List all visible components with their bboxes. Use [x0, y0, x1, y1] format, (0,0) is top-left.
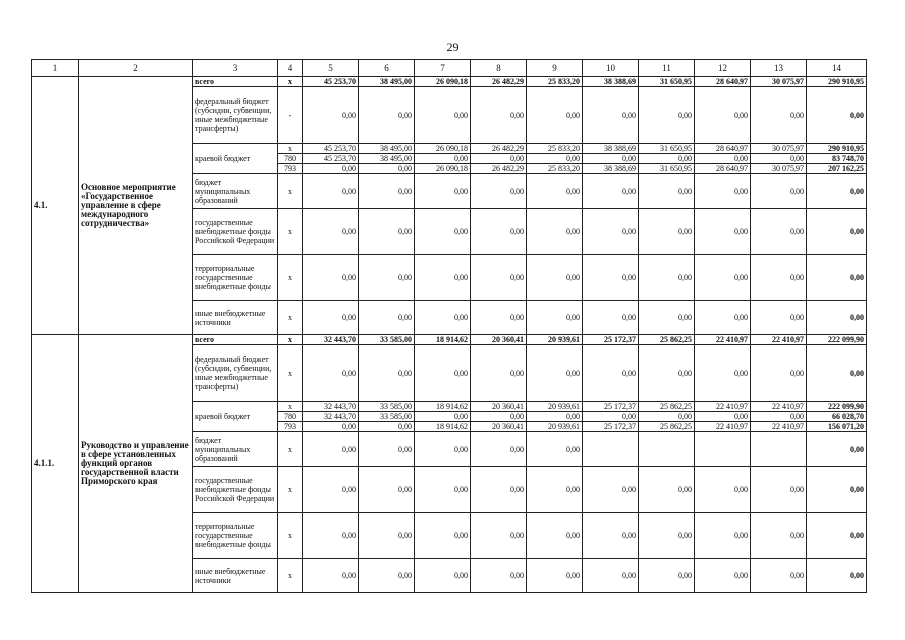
budget-code: х — [278, 513, 303, 559]
value-cell: 25 833,20 — [527, 77, 583, 87]
value-cell: 26 090,18 — [415, 164, 471, 174]
value-cell — [639, 432, 695, 467]
value-cell: 0,00 — [583, 467, 639, 513]
funding-source: всего — [193, 77, 278, 87]
funding-source: федеральный бюджет (субсидии, субвенции, иные межбюджетные трансферты) — [193, 87, 278, 144]
value-cell: 0,00 — [303, 422, 359, 432]
value-cell: 0,00 — [471, 154, 527, 164]
column-header: 13 — [751, 60, 807, 77]
value-cell: 18 914,62 — [415, 335, 471, 345]
value-cell: 0,00 — [583, 301, 639, 335]
value-cell: 0,00 — [751, 154, 807, 164]
value-cell: 0,00 — [303, 345, 359, 402]
column-header: 5 — [303, 60, 359, 77]
value-cell: 0,00 — [471, 255, 527, 301]
value-cell: 0,00 — [695, 345, 751, 402]
funding-source: государственные внебюджетные фонды Российской Федерации — [193, 467, 278, 513]
value-cell: 20 360,41 — [471, 335, 527, 345]
value-cell: 0,00 — [695, 174, 751, 209]
value-cell: 33 585,00 — [359, 335, 415, 345]
value-cell: 25 862,25 — [639, 335, 695, 345]
value-cell: 0,00 — [471, 87, 527, 144]
value-cell: 0,00 — [695, 513, 751, 559]
total-cell: 0,00 — [807, 559, 867, 593]
value-cell: 0,00 — [415, 467, 471, 513]
value-cell: 31 650,95 — [639, 77, 695, 87]
value-cell: 25 862,25 — [639, 422, 695, 432]
budget-table — [31, 59, 867, 593]
value-cell: 0,00 — [359, 432, 415, 467]
value-cell: 0,00 — [695, 154, 751, 164]
value-cell: 28 640,97 — [695, 144, 751, 154]
value-cell: 0,00 — [471, 301, 527, 335]
value-cell: 20 939,61 — [527, 402, 583, 412]
value-cell: 33 585,00 — [359, 412, 415, 422]
budget-code: х — [278, 335, 303, 345]
value-cell: 0,00 — [639, 345, 695, 402]
total-cell: 0,00 — [807, 209, 867, 255]
value-cell: 0,00 — [359, 301, 415, 335]
budget-code: х — [278, 174, 303, 209]
value-cell: 0,00 — [583, 345, 639, 402]
value-cell: 30 075,97 — [751, 77, 807, 87]
value-cell: 0,00 — [695, 209, 751, 255]
value-cell: 0,00 — [751, 559, 807, 593]
value-cell: 0,00 — [471, 432, 527, 467]
value-cell: 33 585,00 — [359, 402, 415, 412]
value-cell: 0,00 — [303, 467, 359, 513]
value-cell: 0,00 — [471, 174, 527, 209]
value-cell: 0,00 — [639, 559, 695, 593]
value-cell: 0,00 — [303, 164, 359, 174]
budget-code: 780 — [278, 154, 303, 164]
value-cell: 20 360,41 — [471, 402, 527, 412]
value-cell: 0,00 — [527, 87, 583, 144]
value-cell: 0,00 — [415, 559, 471, 593]
value-cell: 26 482,29 — [471, 164, 527, 174]
value-cell: 0,00 — [359, 255, 415, 301]
value-cell: 0,00 — [415, 412, 471, 422]
value-cell: 26 090,18 — [415, 144, 471, 154]
funding-source: всего — [193, 335, 278, 345]
section-title: Основное мероприятие «Государственное управление в сфере международного сотрудничества» — [79, 77, 193, 335]
budget-code: х — [278, 255, 303, 301]
value-cell: 25 172,37 — [583, 402, 639, 412]
value-cell: 45 253,70 — [303, 144, 359, 154]
value-cell: 32 443,70 — [303, 412, 359, 422]
value-cell: 0,00 — [359, 164, 415, 174]
value-cell: 32 443,70 — [303, 335, 359, 345]
value-cell: 25 833,20 — [527, 144, 583, 154]
column-header: 7 — [415, 60, 471, 77]
value-cell: 0,00 — [695, 87, 751, 144]
value-cell: 38 495,00 — [359, 77, 415, 87]
value-cell: 0,00 — [751, 209, 807, 255]
budget-code: х — [278, 301, 303, 335]
section-title: Руководство и управление в сфере установленных функций органов государственной власти Приморского края — [79, 335, 193, 593]
value-cell: 0,00 — [359, 467, 415, 513]
value-cell: 0,00 — [695, 559, 751, 593]
value-cell: 0,00 — [639, 467, 695, 513]
value-cell: 45 253,70 — [303, 154, 359, 164]
value-cell: 31 650,95 — [639, 164, 695, 174]
column-header: 9 — [527, 60, 583, 77]
funding-source: бюджет муниципальных образований — [193, 432, 278, 467]
budget-code: х — [278, 467, 303, 513]
value-cell: 0,00 — [471, 559, 527, 593]
value-cell: 0,00 — [583, 209, 639, 255]
value-cell: 0,00 — [583, 513, 639, 559]
value-cell: 0,00 — [471, 467, 527, 513]
value-cell: 25 172,37 — [583, 422, 639, 432]
value-cell: 0,00 — [303, 559, 359, 593]
value-cell: 0,00 — [415, 174, 471, 209]
funding-source: бюджет муниципальных образований — [193, 174, 278, 209]
value-cell: 0,00 — [527, 209, 583, 255]
column-header: 4 — [278, 60, 303, 77]
budget-code: 780 — [278, 412, 303, 422]
value-cell: 26 090,18 — [415, 77, 471, 87]
value-cell: 0,00 — [359, 559, 415, 593]
value-cell: 0,00 — [639, 513, 695, 559]
total-cell: 0,00 — [807, 467, 867, 513]
value-cell: 0,00 — [751, 467, 807, 513]
value-cell: 0,00 — [359, 174, 415, 209]
funding-source: краевой бюджет — [193, 402, 278, 432]
value-cell: 32 443,70 — [303, 402, 359, 412]
total-cell: 0,00 — [807, 432, 867, 467]
value-cell: 0,00 — [639, 301, 695, 335]
value-cell: 28 640,97 — [695, 164, 751, 174]
value-cell: 25 833,20 — [527, 164, 583, 174]
value-cell: 30 075,97 — [751, 164, 807, 174]
budget-code: х — [278, 559, 303, 593]
header-row — [32, 60, 867, 77]
value-cell: 0,00 — [415, 209, 471, 255]
budget-code: 793 — [278, 164, 303, 174]
section-id: 4.1.1. — [32, 335, 79, 593]
value-cell: 0,00 — [471, 209, 527, 255]
value-cell: 38 388,69 — [583, 77, 639, 87]
value-cell: 0,00 — [303, 209, 359, 255]
column-header: 10 — [583, 60, 639, 77]
total-cell: 0,00 — [807, 513, 867, 559]
column-header: 14 — [807, 60, 867, 77]
funding-source: федеральный бюджет (субсидии, субвенции, иные межбюджетные трансферты) — [193, 345, 278, 402]
value-cell: 22 410,97 — [751, 402, 807, 412]
value-cell: 0,00 — [527, 301, 583, 335]
budget-code: х — [278, 209, 303, 255]
funding-source: территориальные государственные внебюджетные фонды — [193, 513, 278, 559]
value-cell: 0,00 — [751, 412, 807, 422]
total-cell: 0,00 — [807, 255, 867, 301]
value-cell: 0,00 — [527, 174, 583, 209]
budget-code: х — [278, 144, 303, 154]
value-cell: 22 410,97 — [695, 422, 751, 432]
value-cell: 0,00 — [527, 154, 583, 164]
value-cell: 26 482,29 — [471, 77, 527, 87]
value-cell: 0,00 — [583, 174, 639, 209]
value-cell: 20 939,61 — [527, 422, 583, 432]
value-cell: 22 410,97 — [751, 335, 807, 345]
value-cell: 0,00 — [527, 467, 583, 513]
table-row — [32, 335, 867, 345]
value-cell: 0,00 — [527, 559, 583, 593]
value-cell: 25 862,25 — [639, 402, 695, 412]
value-cell: 0,00 — [415, 154, 471, 164]
value-cell: 45 253,70 — [303, 77, 359, 87]
column-header: 12 — [695, 60, 751, 77]
funding-source: краевой бюджет — [193, 144, 278, 174]
value-cell: 0,00 — [583, 412, 639, 422]
total-cell: 0,00 — [807, 174, 867, 209]
value-cell: 0,00 — [527, 432, 583, 467]
value-cell: 0,00 — [415, 301, 471, 335]
value-cell: 0,00 — [639, 154, 695, 164]
value-cell: 0,00 — [471, 513, 527, 559]
budget-code: х — [278, 345, 303, 402]
value-cell: 0,00 — [359, 87, 415, 144]
total-cell: 0,00 — [807, 345, 867, 402]
value-cell: 0,00 — [583, 255, 639, 301]
budget-code: - — [278, 87, 303, 144]
total-cell: 222 099,90 — [807, 335, 867, 345]
value-cell: 0,00 — [527, 412, 583, 422]
value-cell: 38 495,00 — [359, 154, 415, 164]
value-cell: 0,00 — [303, 513, 359, 559]
total-cell: 0,00 — [807, 301, 867, 335]
value-cell: 0,00 — [751, 174, 807, 209]
value-cell: 0,00 — [415, 345, 471, 402]
value-cell: 30 075,97 — [751, 144, 807, 154]
value-cell — [751, 432, 807, 467]
value-cell: 0,00 — [303, 87, 359, 144]
value-cell: 0,00 — [303, 255, 359, 301]
value-cell: 0,00 — [359, 422, 415, 432]
value-cell: 0,00 — [527, 345, 583, 402]
column-header: 1 — [32, 60, 79, 77]
value-cell: 0,00 — [695, 412, 751, 422]
total-cell: 0,00 — [807, 87, 867, 144]
value-cell: 0,00 — [695, 255, 751, 301]
value-cell: 0,00 — [751, 255, 807, 301]
value-cell: 31 650,95 — [639, 144, 695, 154]
value-cell: 0,00 — [415, 513, 471, 559]
value-cell: 38 388,69 — [583, 144, 639, 154]
total-cell: 156 071,20 — [807, 422, 867, 432]
value-cell: 0,00 — [695, 301, 751, 335]
funding-source: иные внебюджетные источники — [193, 301, 278, 335]
budget-code: 793 — [278, 422, 303, 432]
value-cell: 0,00 — [639, 87, 695, 144]
page-number: 29 — [446, 40, 459, 54]
value-cell: 0,00 — [751, 301, 807, 335]
value-cell: 0,00 — [639, 209, 695, 255]
column-header: 8 — [471, 60, 527, 77]
value-cell — [583, 432, 639, 467]
column-header: 6 — [359, 60, 415, 77]
value-cell: 38 388,69 — [583, 164, 639, 174]
total-cell: 222 099,90 — [807, 402, 867, 412]
total-cell: 83 748,70 — [807, 154, 867, 164]
value-cell: 0,00 — [415, 255, 471, 301]
value-cell: 0,00 — [751, 345, 807, 402]
value-cell: 0,00 — [359, 209, 415, 255]
budget-code: х — [278, 432, 303, 467]
value-cell: 18 914,62 — [415, 402, 471, 412]
value-cell: 0,00 — [471, 412, 527, 422]
value-cell: 0,00 — [415, 87, 471, 144]
budget-code: х — [278, 402, 303, 412]
value-cell: 0,00 — [527, 255, 583, 301]
value-cell: 26 482,29 — [471, 144, 527, 154]
table-row — [32, 77, 867, 87]
value-cell: 0,00 — [639, 412, 695, 422]
value-cell: 20 360,41 — [471, 422, 527, 432]
value-cell: 25 172,37 — [583, 335, 639, 345]
value-cell: 18 914,62 — [415, 422, 471, 432]
value-cell: 0,00 — [583, 559, 639, 593]
value-cell — [695, 432, 751, 467]
budget-code: х — [278, 77, 303, 87]
funding-source: государственные внебюджетные фонды Российской Федерации — [193, 209, 278, 255]
value-cell: 0,00 — [639, 174, 695, 209]
value-cell: 0,00 — [583, 154, 639, 164]
funding-source: территориальные государственные внебюджетные фонды — [193, 255, 278, 301]
value-cell: 22 410,97 — [695, 335, 751, 345]
column-header: 2 — [79, 60, 193, 77]
section-id: 4.1. — [32, 77, 79, 335]
value-cell: 0,00 — [751, 87, 807, 144]
value-cell: 38 495,00 — [359, 144, 415, 154]
value-cell: 0,00 — [639, 255, 695, 301]
total-cell: 290 910,95 — [807, 77, 867, 87]
column-header: 11 — [639, 60, 695, 77]
value-cell: 0,00 — [303, 174, 359, 209]
value-cell: 0,00 — [695, 467, 751, 513]
total-cell: 290 910,95 — [807, 144, 867, 154]
value-cell: 0,00 — [303, 301, 359, 335]
column-header: 3 — [193, 60, 278, 77]
value-cell: 0,00 — [527, 513, 583, 559]
value-cell: 0,00 — [583, 87, 639, 144]
table-body — [32, 77, 867, 593]
value-cell: 0,00 — [359, 345, 415, 402]
funding-source: иные внебюджетные источники — [193, 559, 278, 593]
value-cell: 0,00 — [303, 432, 359, 467]
total-cell: 66 028,70 — [807, 412, 867, 422]
value-cell: 0,00 — [471, 345, 527, 402]
total-cell: 207 162,25 — [807, 164, 867, 174]
value-cell: 22 410,97 — [695, 402, 751, 412]
value-cell: 0,00 — [415, 432, 471, 467]
value-cell: 22 410,97 — [751, 422, 807, 432]
value-cell: 0,00 — [751, 513, 807, 559]
value-cell: 20 939,61 — [527, 335, 583, 345]
value-cell: 0,00 — [359, 513, 415, 559]
value-cell: 28 640,97 — [695, 77, 751, 87]
